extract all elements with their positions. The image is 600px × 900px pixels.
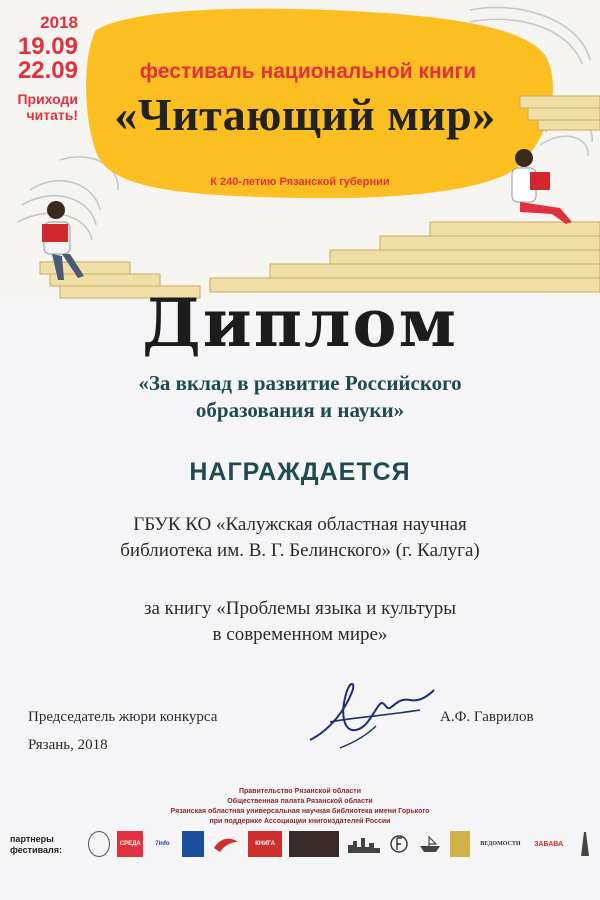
header-illustration <box>0 0 600 310</box>
signer-name: А.Ф. Гаврилов <box>440 709 534 725</box>
partner-logo-circle <box>88 831 110 857</box>
book-line-1: за книгу «Проблемы языка и культуры <box>143 598 457 619</box>
partner-logos <box>88 822 596 866</box>
partner-logo-tower <box>574 831 596 857</box>
nomination-line-2: образования и науки» <box>195 398 405 422</box>
organizer-3: Рязанская областная универсальная научная библиотека имени Горького <box>170 808 430 815</box>
bird-icon <box>212 834 240 854</box>
partner-logo-kniga: КНИГА <box>248 831 282 857</box>
handwritten-signature <box>300 670 440 760</box>
festival-title: «Читающий мир» <box>114 89 496 140</box>
partner-logo-bird <box>211 831 241 857</box>
org-line-1: ГБУК КО «Калужская областная научная <box>133 514 467 535</box>
letter-f-icon <box>390 833 408 855</box>
partner-logo-vedomosti: ВЕДОМОСТИ <box>480 841 521 847</box>
partners-label-line-1: партнеры <box>10 834 54 844</box>
partner-logo-blue-square <box>182 831 204 857</box>
organizer-1: Правительство Рязанской области <box>238 788 362 795</box>
partner-logo-sreda: СРЕДА <box>117 831 143 857</box>
nomination-line-1: «За вклад в развитие Российского <box>138 371 462 395</box>
call-line-1: Приходи <box>17 91 78 107</box>
ship-icon <box>418 834 442 854</box>
partners-label-line-2: фестиваля: <box>10 845 62 855</box>
organizers <box>120 787 480 827</box>
diploma-heading: Диплом <box>142 284 458 362</box>
org-line-2: библиотека им. В. Г. Белинского» (г. Калуга) <box>120 540 480 561</box>
partner-logo-7info: 7info <box>155 841 170 847</box>
book-line-2: в современном мире» <box>212 624 388 645</box>
date-start: 19.09 <box>17 33 78 60</box>
partner-logo-zabava: ЗАБАВА <box>534 840 564 848</box>
partner-logo-f <box>388 831 410 857</box>
festival-subtitle: К 240-летию Рязанской губернии <box>210 176 390 188</box>
call-line-2: читать! <box>26 107 78 124</box>
festival-dates <box>6 14 78 123</box>
award-book <box>60 596 540 648</box>
city-icon <box>348 835 380 853</box>
call-to-read <box>6 91 78 123</box>
date-end: 22.09 <box>17 57 78 84</box>
tower-icon <box>575 832 595 856</box>
nomination <box>60 370 540 424</box>
recipient-organization <box>60 512 540 564</box>
awarded-label: НАГРАЖДАЕТСЯ <box>189 458 411 486</box>
organizer-2: Общественная палата Рязанской области <box>227 798 373 805</box>
partners-label <box>10 834 80 856</box>
city-date: Рязань, 2018 <box>28 737 108 753</box>
partner-logo-city <box>347 831 381 857</box>
jury-chair-label: Председатель жюри конкурса <box>28 709 218 725</box>
organizer-4: при поддержке Ассоциации книгоиздателей России <box>209 818 391 825</box>
partner-logo-gold <box>450 831 470 857</box>
festival-year: 2018 <box>40 13 78 32</box>
festival-name: фестиваль национальной книги <box>139 60 477 83</box>
partner-logo-dark-banner <box>289 831 339 857</box>
partner-logo-ship <box>417 831 443 857</box>
